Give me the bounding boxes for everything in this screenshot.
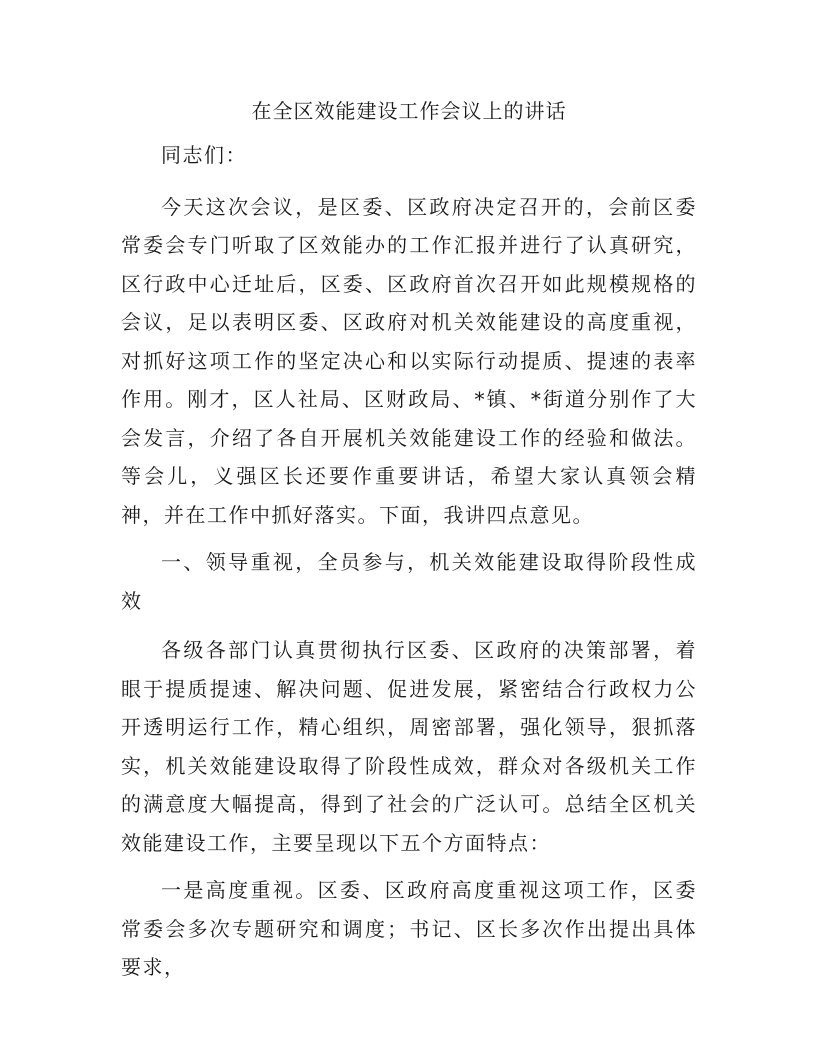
paragraph-point-1: 一是高度重视。区委、区政府高度重视这项工作，区委常委会多次专题研究和调度；书记、区长多次作出提出具体要求，	[121, 878, 697, 979]
salutation: 同志们：	[161, 143, 247, 167]
paragraph-section-1: 各级各部门认真贯彻执行区委、区政府的决策部署，着眼于提质提速、解决问题、促进发展，紧密结合行政权力公开透明运行工作，精心组织，周密部署，强化领导，狠抓落实，机关效能建设取得了阶段性成效，群众对各级机关工作的满意度大幅提高，得到了社会的广泛认可。总结全区机关效能建设工作，主要呈现以下五个方面特点：	[121, 638, 697, 855]
document-page	[121, 88, 697, 996]
document-title: 在全区效能建设工作会议上的讲话	[251, 99, 567, 123]
paragraph-opening: 今天这次会议，是区委、区政府决定召开的，会前区委常委会专门听取了区效能办的工作汇报并进行了认真研究，区行政中心迁址后，区委、区政府首次召开如此规模规格的会议，足以表明区委、区政府对机关效能建设的高度重视，对抓好这项工作的坚定决心和以实际行动提质、提速的表率作用。刚才，区人社局、区财政局、*镇、*街道分别作了大会发言，介绍了各自开展机关效能建设工作的经验和做法。等会儿，义强区长还要作重要讲话，希望大家认真领会精神，并在工作中抓好落实。下面，我讲四点意见。	[121, 194, 697, 527]
section-heading-1: 一、领导重视，全员参与，机关效能建设取得阶段性成效	[121, 550, 697, 613]
